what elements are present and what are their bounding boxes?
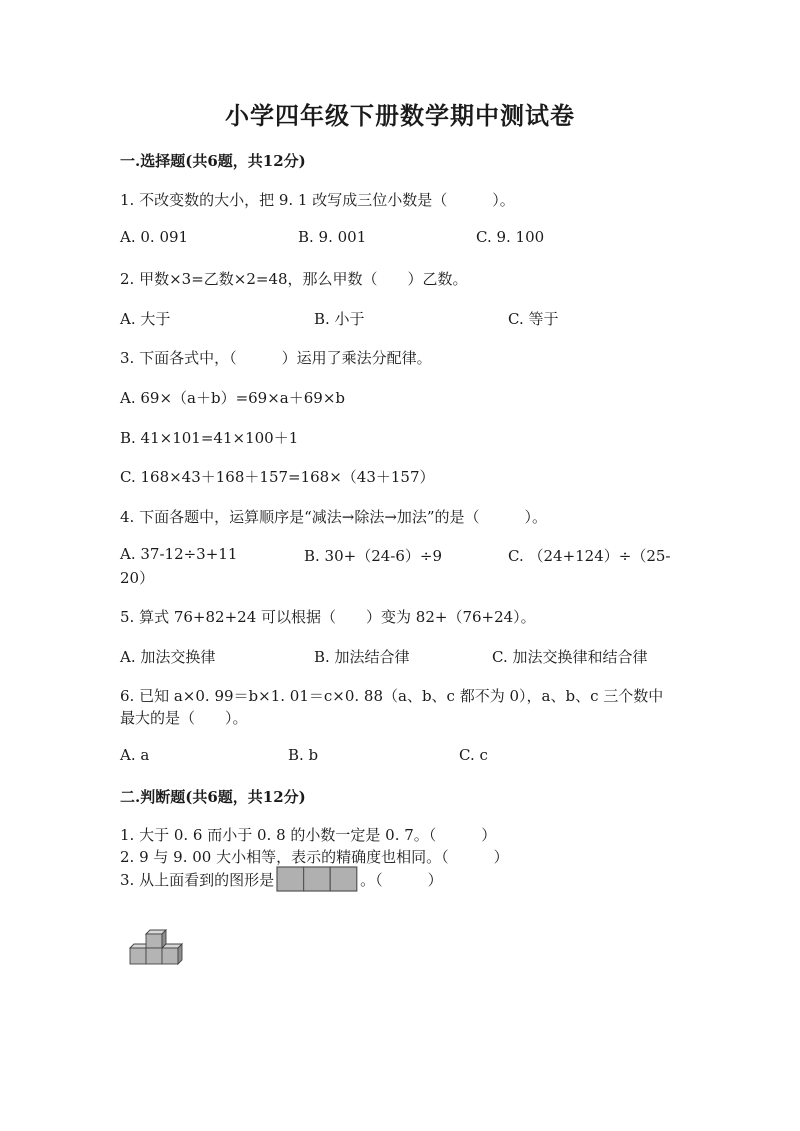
question-2-option-c: C. 等于 (508, 310, 559, 328)
question-2-option-a: A. 大于 (120, 310, 171, 328)
question-6-option-b: B. b (288, 746, 319, 764)
judgement-3-text-pre: 3. 从上面看到的图形是 (120, 871, 275, 889)
top-view-figure (276, 866, 358, 896)
question-3-text: 3. 下面各式中，（ ）运用了乘法分配律。 (120, 349, 432, 367)
question-1-option-b: B. 9. 001 (298, 228, 367, 246)
judgement-3-text (120, 866, 443, 896)
question-5-text: 5. 算式 76+82+24 可以根据（ ）变为 82+（76+24）。 (120, 608, 536, 626)
page-title: 小学四年级下册数学期中测试卷 (225, 101, 575, 130)
question-4-text: 4. 下面各题中，运算顺序是“减法→除法→加法”的是（ ）。 (120, 508, 548, 526)
question-3-option-c: C. 168×43＋168＋157=168×（43＋157） (120, 468, 435, 486)
question-1-text: 1. 不改变数的大小，把 9. 1 改写成三位小数是（ ）。 (120, 191, 515, 209)
question-6-option-a: A. a (120, 746, 150, 764)
question-5-option-b: B. 加法结合律 (314, 648, 410, 666)
question-6-option-c: C. c (459, 746, 488, 764)
question-2-option-b: B. 小于 (314, 310, 365, 328)
question-4-option-c: C. （24+124）÷（25- (508, 547, 671, 565)
three-squares-row-icon (276, 866, 358, 892)
section-heading-judgement: 二.判断题(共6题，共12分) (120, 788, 306, 806)
question-5-option-c: C. 加法交换律和结合律 (492, 648, 648, 666)
question-2-text: 2. 甲数×3=乙数×2=48，那么甲数（ ）乙数。 (120, 270, 468, 288)
judgement-3-text-post: 。（ ） (360, 871, 443, 889)
question-1-option-a: A. 0. 091 (120, 228, 189, 246)
section-heading-choice: 一.选择题(共6题，共12分) (120, 152, 306, 170)
question-5-option-a: A. 加法交换律 (120, 648, 216, 666)
cube-stack-figure (126, 928, 188, 974)
question-4-option-b: B. 30+（24-6）÷9 (304, 547, 443, 565)
question-4-option-c-continued: 20） (120, 569, 155, 587)
question-4-option-a: A. 37-12÷3+11 (120, 545, 238, 563)
judgement-1-text: 1. 大于 0. 6 而小于 0. 8 的小数一定是 0. 7。（ ） (120, 826, 497, 844)
question-3-option-a: A. 69×（a＋b）=69×a＋69×b (120, 389, 345, 407)
question-6-text-line1: 6. 已知 a×0. 99＝b×1. 01＝c×0. 88（a、b、c 都不为 0），a、b、c 三个数中 (120, 687, 664, 705)
judgement-2-text: 2. 9 与 9. 00 大小相等，表示的精确度也相同。（ ） (120, 848, 509, 866)
cube-stack-icon (126, 928, 188, 970)
question-6-text-line2: 最大的是（ ）。 (120, 709, 248, 727)
question-1-option-c: C. 9. 100 (476, 228, 545, 246)
question-3-option-b: B. 41×101=41×100＋1 (120, 429, 299, 447)
